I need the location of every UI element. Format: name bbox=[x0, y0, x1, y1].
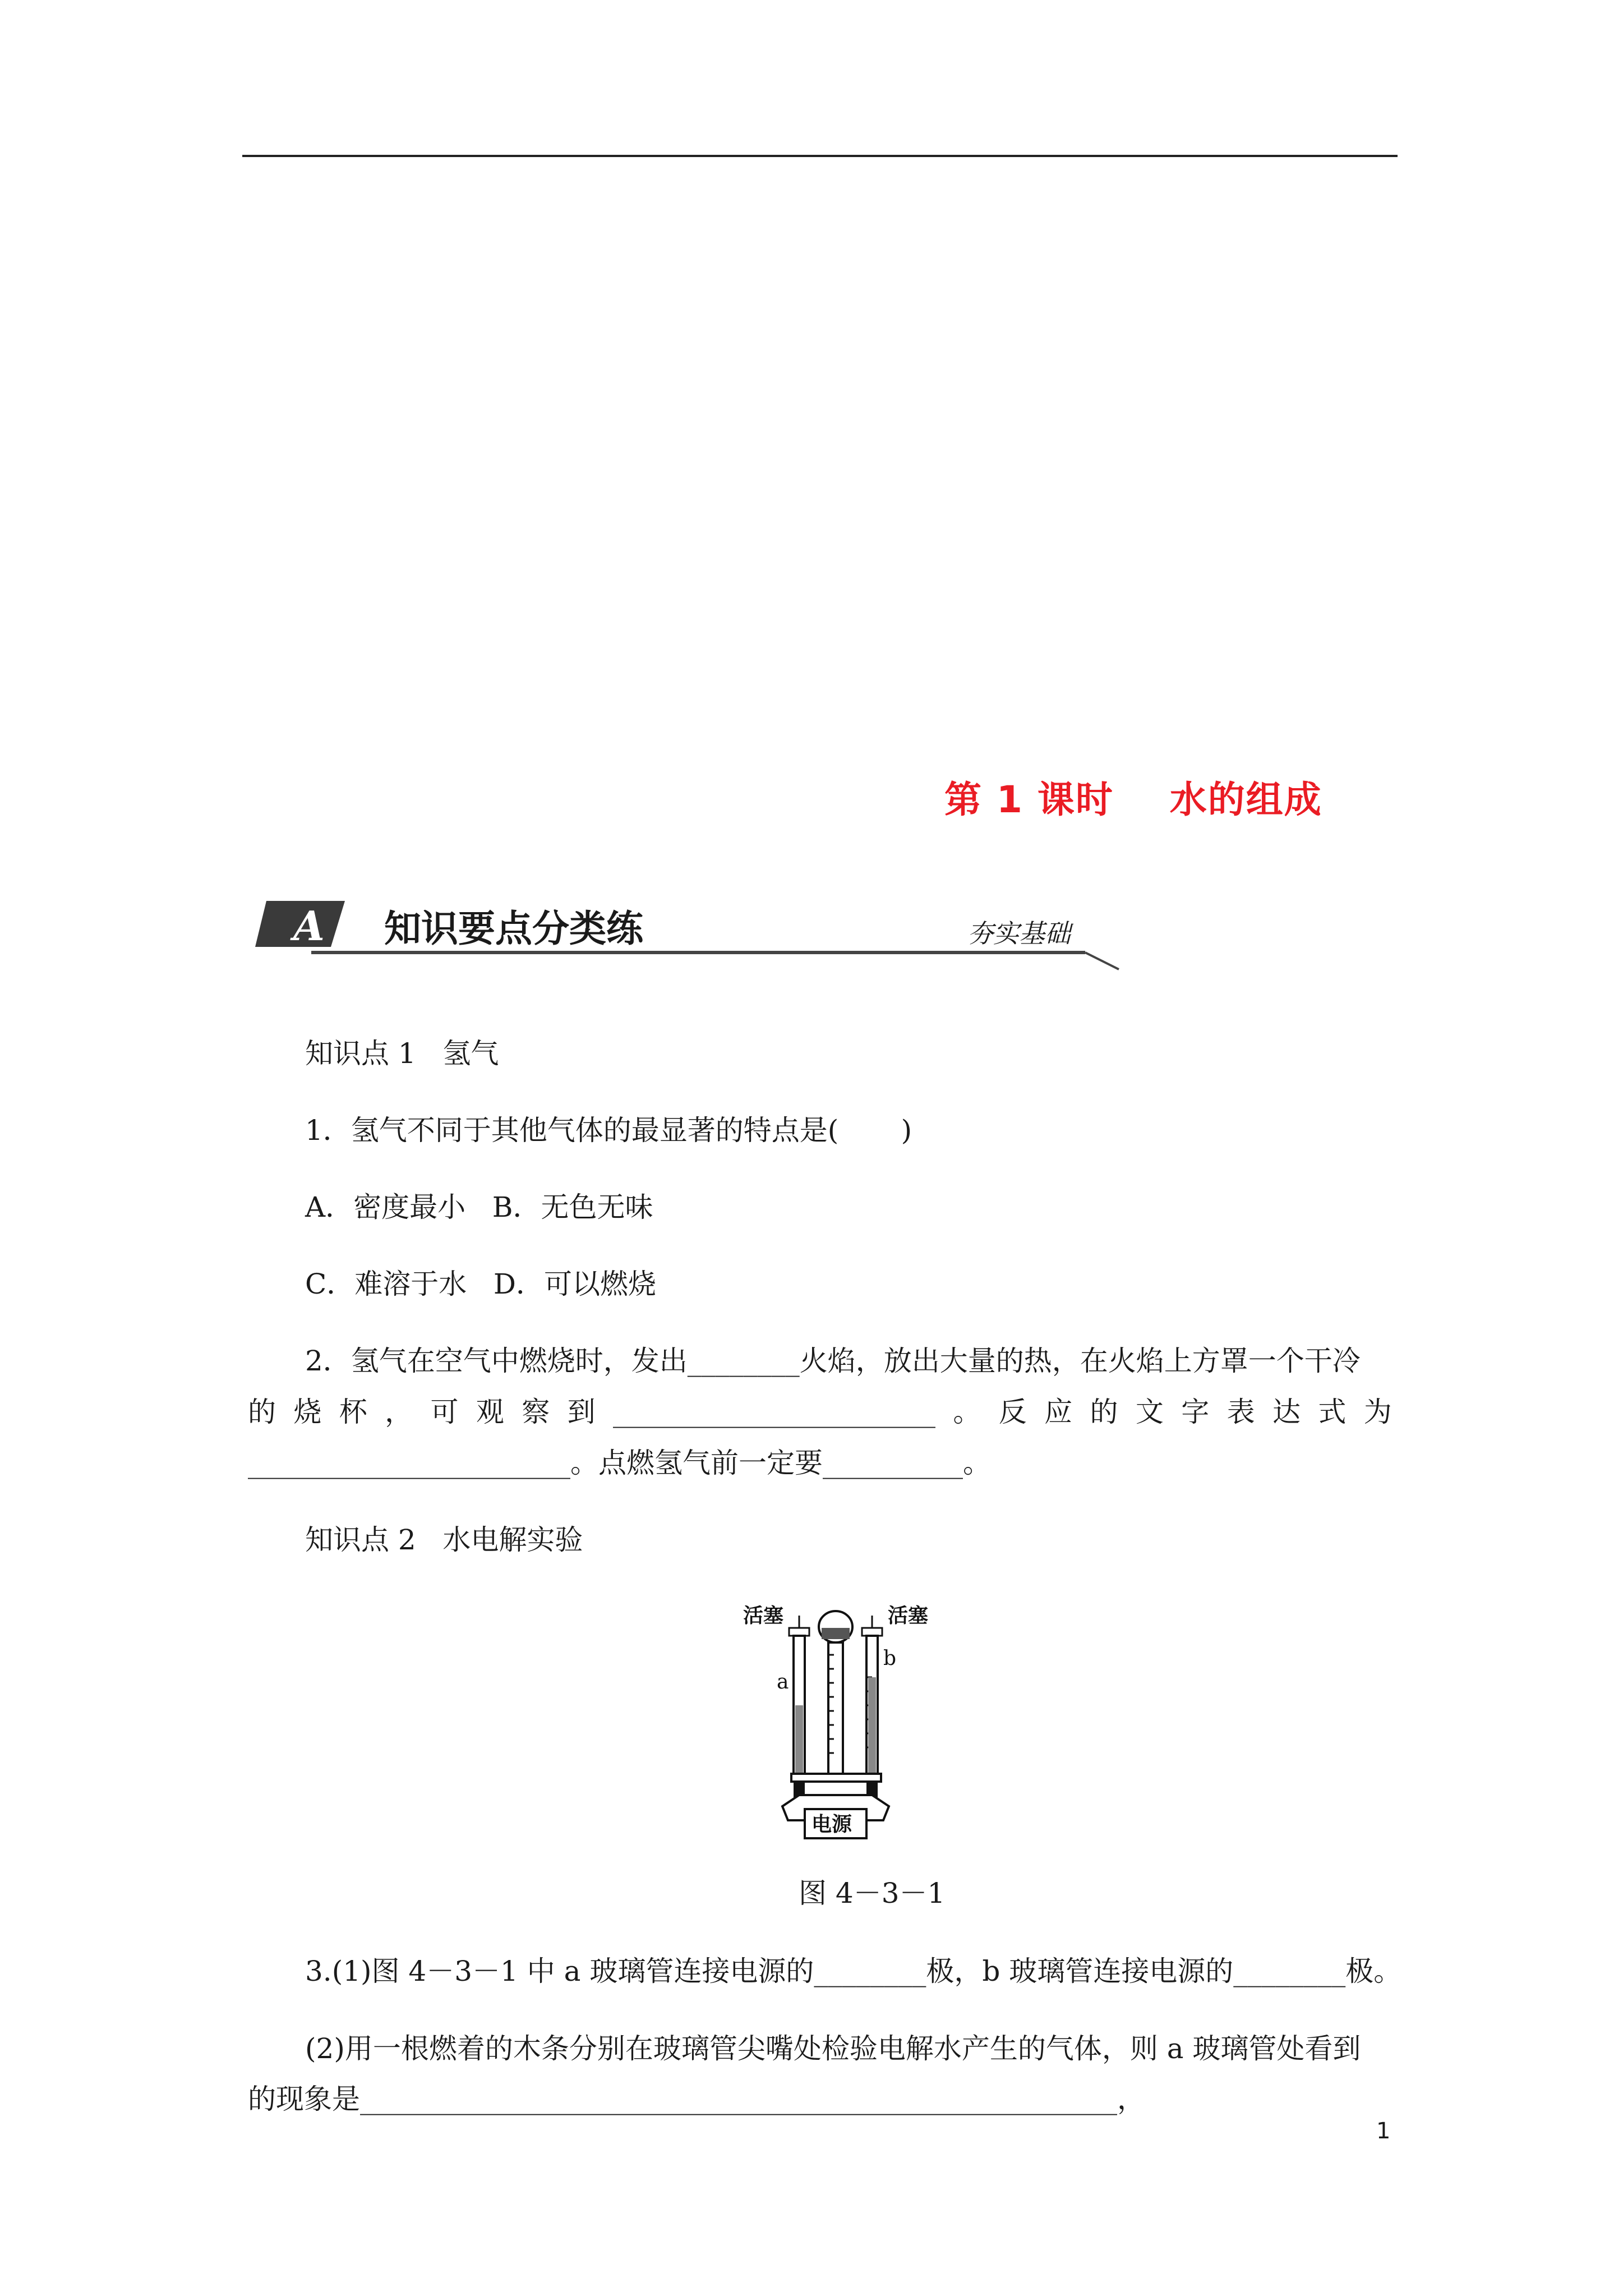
tube-a-label: a bbox=[777, 1671, 789, 1694]
header-rule bbox=[242, 155, 1398, 157]
banner-underline-tail bbox=[1085, 953, 1119, 969]
question-2-line-2-word: 达 bbox=[1272, 1396, 1301, 1428]
question-2-line-3: _______________________。点燃氢气前一定要__________。 bbox=[248, 1447, 991, 1479]
question-2-line-2-word: 的 bbox=[248, 1396, 276, 1428]
reservoir-water bbox=[822, 1628, 850, 1639]
question-2-line-2-word: 式 bbox=[1318, 1396, 1347, 1428]
lesson-title: 第 1 课时 水的组成 bbox=[944, 778, 1322, 821]
question-2-line-2-word: ， bbox=[385, 1396, 413, 1428]
base-connector bbox=[791, 1774, 881, 1782]
banner-subtitle: 夯实基础 bbox=[967, 918, 1071, 949]
banner-badge-letter: A bbox=[293, 902, 325, 950]
question-2-line-2-word: 到 bbox=[567, 1396, 596, 1428]
question-2-line-2-word: _______________________ bbox=[613, 1396, 935, 1428]
question-2-line-2-word: 察 bbox=[522, 1396, 550, 1428]
question-2-line-2 bbox=[248, 1395, 1392, 1429]
question-3-part-2-line-2: 的现象是______________________________________________________， bbox=[248, 2083, 1145, 2115]
power-supply-label: 电源 bbox=[811, 1813, 852, 1836]
question-2-line-2-word: 字 bbox=[1181, 1396, 1210, 1428]
figure-caption: 图 4－3－1 bbox=[799, 1877, 946, 1910]
question-2-line-1: 2．氢气在空气中燃烧时，发出________火焰，放出大量的热，在火焰上方罩一个干冷 bbox=[305, 1345, 1361, 1377]
banner-title: 知识要点分类练 bbox=[384, 907, 643, 950]
question-3-part-1: 3.(1)图 4－3－1 中 a 玻璃管连接电源的________极，b 玻璃管连接电源的________极。 bbox=[305, 1955, 1402, 1987]
question-2-line-2-word: 烧 bbox=[293, 1396, 322, 1428]
knowledge-point-1: 知识点 1 氢气 bbox=[305, 1037, 499, 1070]
section-banner bbox=[255, 891, 1130, 975]
knowledge-point-2: 知识点 2 水电解实验 bbox=[305, 1524, 583, 1556]
question-2-line-2-word: 表 bbox=[1227, 1396, 1255, 1428]
question-2-line-2-word: 应 bbox=[1044, 1396, 1073, 1428]
question-1-options-ab: A．密度最小 B．无色无味 bbox=[305, 1191, 653, 1223]
stopcock-right bbox=[862, 1628, 882, 1636]
stopcock-label-right: 活塞 bbox=[888, 1604, 928, 1627]
question-2-line-2-word: 杯 bbox=[339, 1396, 367, 1428]
question-1-stem: 1．氢气不同于其他气体的最显著的特点是( ) bbox=[305, 1114, 912, 1147]
stopcock-label-left: 活塞 bbox=[743, 1604, 784, 1627]
question-3-part-2-line-1: (2)用一根燃着的木条分别在玻璃管尖嘴处检验电解水产生的气体，则 a 玻璃管处看到 bbox=[305, 2032, 1361, 2065]
question-1-options-cd: C．难溶于水 D．可以燃烧 bbox=[305, 1268, 657, 1300]
tube-b-label: b bbox=[883, 1647, 897, 1670]
center-column bbox=[828, 1642, 843, 1776]
stopcock-left bbox=[789, 1628, 809, 1636]
question-2-line-2-word: 文 bbox=[1135, 1396, 1164, 1428]
page-number: 1 bbox=[1376, 2118, 1391, 2144]
question-2-line-2-word: 的 bbox=[1090, 1396, 1118, 1428]
question-2-line-2-word: 可 bbox=[430, 1396, 459, 1428]
question-2-line-2-word: 。 bbox=[953, 1396, 981, 1428]
question-2-line-2-word: 反 bbox=[998, 1396, 1027, 1428]
electrolysis-apparatus-figure bbox=[743, 1593, 928, 1843]
question-2-line-2-word: 观 bbox=[476, 1396, 504, 1428]
question-2-line-2-word: 为 bbox=[1363, 1396, 1392, 1428]
